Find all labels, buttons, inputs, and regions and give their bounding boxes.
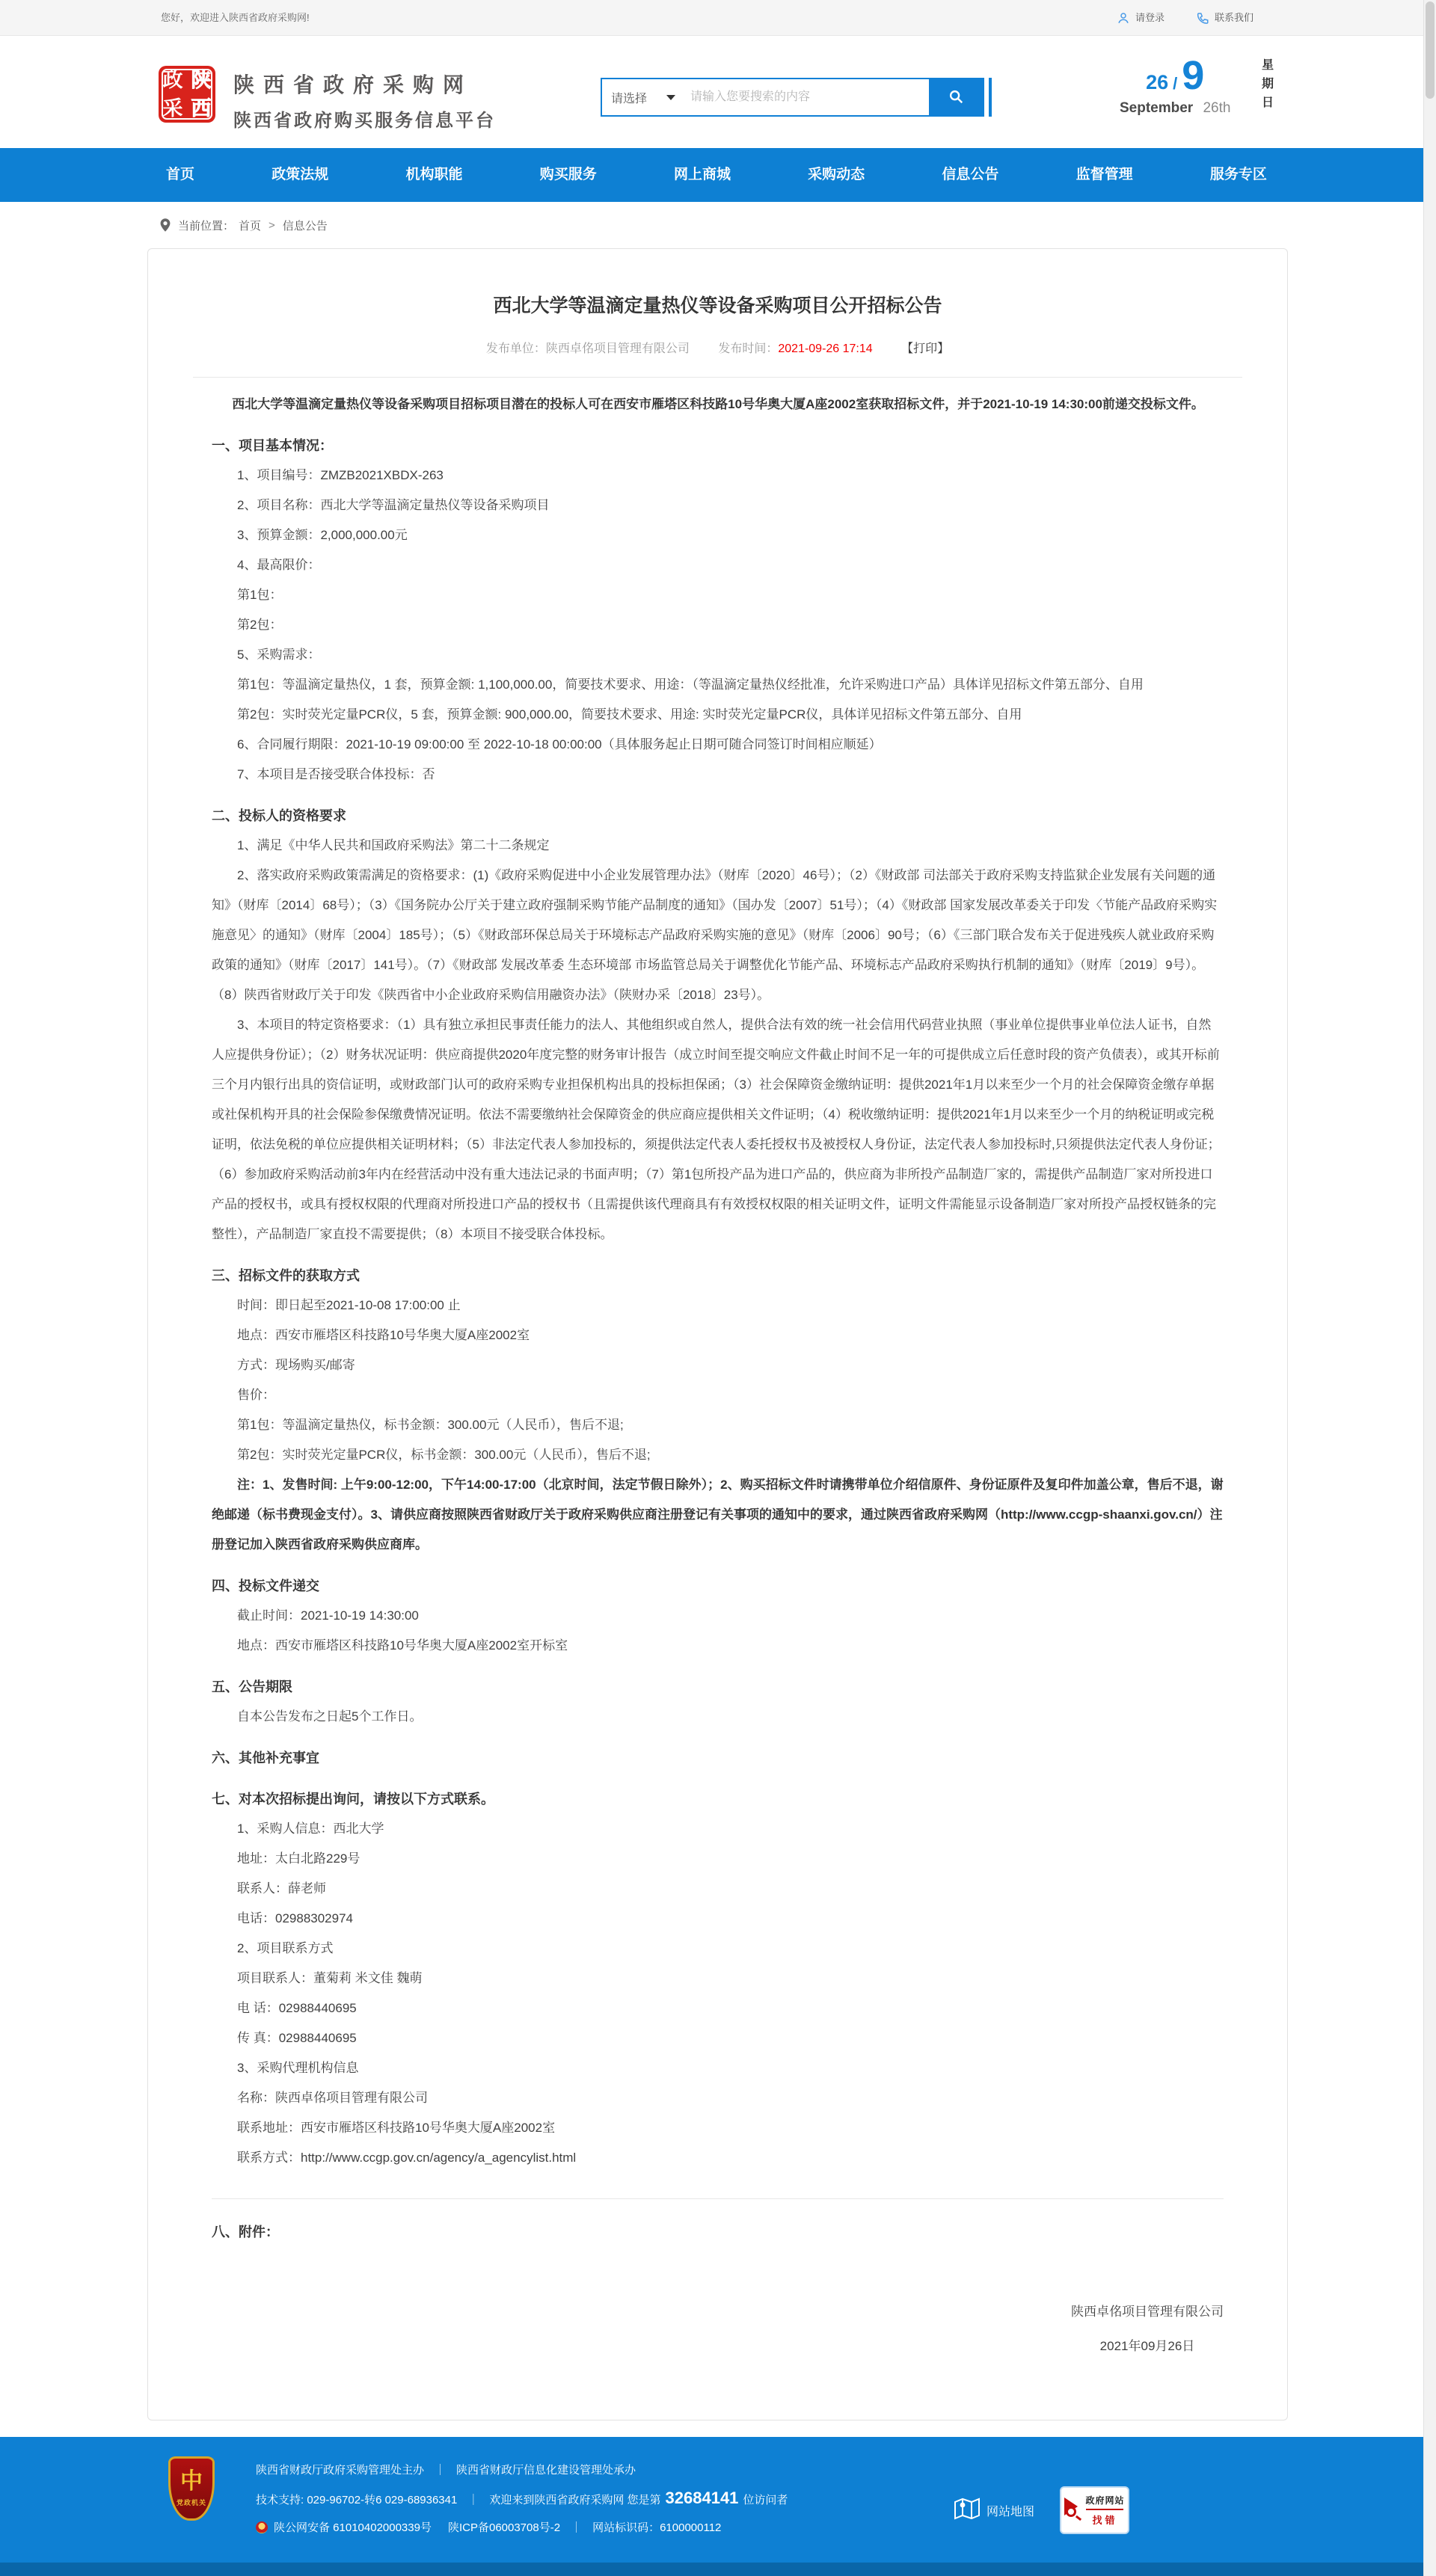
logo-char-tr: 陕 xyxy=(191,68,212,91)
article-paragraph: 联系方式：http://www.ccgp.gov.cn/agency/a_agencylist.html xyxy=(237,2151,577,2165)
section-heading: 四、投标文件递交 xyxy=(212,1579,319,1593)
breadcrumb-current: 信息公告 xyxy=(282,219,328,233)
footer-welcome: 欢迎来到陕西省政府采购网 您是第 xyxy=(489,2494,661,2506)
article-paragraph: 第1包：等温滴定量热仪，1 套，预算金额: 1,100,000.00，简要技术要求、用途：（等温滴定量热仪经批准，允许采购进口产品）具体详见招标文件第五部分、自用 xyxy=(237,677,1144,692)
article-paragraph: 自本公告发布之日起5个工作日。 xyxy=(237,1709,423,1724)
date-month-name: September xyxy=(1120,100,1194,116)
article-paragraph: 第2包： xyxy=(237,618,283,632)
breadcrumb-prefix: 当前位置： xyxy=(178,219,235,233)
article-header xyxy=(193,249,1242,378)
error-badge-line2: 找错 xyxy=(1092,2515,1118,2526)
nav-item-5[interactable]: 采购动态 xyxy=(808,167,865,182)
footer-tech-support: 技术支持: 029-96702-转6 029-68936341 xyxy=(256,2494,458,2506)
article-paragraph: 3、预算金额：2,000,000.00元 xyxy=(237,528,408,542)
article-paragraph: 名称：陕西卓佲项目管理有限公司 xyxy=(237,2091,428,2105)
footer-line-3: 陕公网安备 61010402000339号 陕ICP备06003708号-2 ｜ 网站标识码：6100000112 xyxy=(256,2514,788,2542)
nav-item-2[interactable]: 机构职能 xyxy=(405,167,463,182)
search-accent-bar xyxy=(989,78,992,117)
article-paragraph: 西北大学等温滴定量热仪等设备采购项目招标项目潜在的投标人可在西安市雁塔区科技路10号华奥大厦A座2002室获取招标文件，并于2021-10-19 14:30:00前递交投标文件。 xyxy=(232,397,1204,411)
breadcrumb-separator: > xyxy=(269,218,275,232)
date-ordinal: 26th xyxy=(1203,100,1231,116)
date-day: 26 xyxy=(1146,71,1169,93)
welcome-text: 您好，欢迎进入陕西省政府采购网! xyxy=(161,12,310,23)
article-paragraph: 2、落实政府采购政策需满足的资格要求：(1)《政府采购促进中小企业发展管理办法》（财库〔2020〕46号）；（2）《财政部 司法部关于政府采购支持监狱企业发展有关问题的通知》（财库〔2014〕68号）；（3）《国务院办公厅关于建立政府强制采购节能产品制度的通知》（国办发〔2007〕51号）；（4）《财政部 国家发展改革委关于印发〈节能产品政府采购实施意见〉的通知》（财库〔2004〕185号）；（5）《财政部环保总局关于环境标志产品政府采购实施的意见》（财库〔2006〕90号；（6）《三部门联合发布关于促进残疾人就业政府采购政策的通知》（财库〔2017〕141号）。（7）《财政部 发展改革委 生态环境部 市场监管总局关于调整优化节能产品、环境标志产品政府采购执行机制的通知》（财库〔2019〕9号）。（8）陕西省财政厅关于印发《陕西省中小企业政府采购信用融资办法》（陕财办采〔2018〕23号）。 xyxy=(212,868,1218,1002)
announcement-card xyxy=(147,248,1288,2420)
article-paragraph: 联系人：薛老师 xyxy=(237,1881,326,1896)
sitemap-label: 网站地图 xyxy=(986,2505,1034,2518)
section-heading: 一、项目基本情况： xyxy=(212,438,333,453)
article-paragraph: 第2包：实时荧光定量PCR仪，标书金额：300.00元（人民币），售后不退; xyxy=(237,1448,651,1462)
search-icon xyxy=(948,88,964,107)
publish-time-value: 2021-09-26 17:14 xyxy=(778,342,873,355)
login-link[interactable] xyxy=(1117,0,1165,36)
nav-item-8[interactable]: 服务专区 xyxy=(1209,167,1267,182)
signature-company: 陕西卓佲项目管理有限公司 xyxy=(1071,2305,1224,2319)
article-paragraph: 4、最高限价： xyxy=(237,558,321,572)
topbar xyxy=(0,0,1436,36)
nav-item-4[interactable]: 网上商城 xyxy=(673,167,731,182)
article-paragraph: 5、采购需求： xyxy=(237,648,321,662)
article-paragraph: 6、合同履行期限：2021-10-19 09:00:00 至 2022-10-18 00:00:00（具体服务起止日期可随合同签订时间相应顺延） xyxy=(237,737,882,751)
publish-time-label: 发布时间： xyxy=(718,342,779,355)
footer-line-1: 陕西省财政厅政府采购管理处主办 ｜ 陕西省财政厅信息化建设管理处承办 xyxy=(256,2464,636,2477)
error-report-icon xyxy=(1064,2497,1081,2523)
location-pin-icon xyxy=(147,218,174,232)
section-heading: 二、投标人的资格要求 xyxy=(212,808,346,823)
nav-item-7[interactable]: 监督管理 xyxy=(1076,167,1133,182)
article-paragraph: 1、项目编号：ZMZB2021XBDX-263 xyxy=(237,468,444,482)
sitemap-icon xyxy=(954,2497,980,2524)
date-weekday: 星期日 xyxy=(1259,58,1273,114)
article-paragraph: 时间：即日起至2021-10-08 17:00:00 止 xyxy=(237,1298,461,1312)
article-paragraph: 3、采购代理机构信息 xyxy=(237,2061,359,2075)
site-titles xyxy=(233,69,496,132)
nav-item-0[interactable]: 首页 xyxy=(166,167,195,182)
user-icon xyxy=(1117,11,1130,25)
article-paragraph: 第1包： xyxy=(237,588,283,602)
search-button[interactable] xyxy=(929,79,983,115)
footer-wrap xyxy=(0,2420,1436,2576)
date-month-number: 9 xyxy=(1182,53,1205,98)
section-heading: 七、对本次招标提出询问，请按以下方式联系。 xyxy=(212,1792,494,1807)
search-select-label: 请选择 xyxy=(611,92,648,105)
footer-organizer: 陕西省财政厅政府采购管理处主办 xyxy=(256,2464,425,2477)
article-paragraph: 地点：西安市雁塔区科技路10号华奥大厦A座2002室开标室 xyxy=(237,1638,568,1653)
article-paragraph: 1、满足《中华人民共和国政府采购法》第二十二条规定 xyxy=(237,838,550,852)
article-signature xyxy=(212,2295,1224,2364)
article-paragraph: 传 真：02988440695 xyxy=(237,2031,357,2045)
footer-site-code: 网站标识码：6100000112 xyxy=(592,2521,722,2534)
section-heading: 八、附件： xyxy=(212,2225,279,2240)
search-area xyxy=(601,78,992,117)
article-paragraph: 售价： xyxy=(237,1388,275,1402)
article-paragraph: 联系地址：西安市雁塔区科技路10号华奥大厦A座2002室 xyxy=(237,2121,556,2135)
site-name: 陕西省政府采购网 xyxy=(233,73,473,96)
search-input[interactable] xyxy=(686,79,929,115)
logo-char-br: 西 xyxy=(191,96,212,120)
footer-text xyxy=(256,2456,788,2542)
article-paragraph: 电 话：02988440695 xyxy=(237,2001,357,2015)
article-body xyxy=(212,378,1224,2247)
article-paragraph: 地点：西安市雁塔区科技路10号华奥大厦A座2002室 xyxy=(237,1328,530,1342)
nav-item-3[interactable]: 购买服务 xyxy=(539,167,597,182)
site-header xyxy=(0,36,1436,148)
footer-visitor-suffix: 位访问者 xyxy=(743,2494,788,2506)
breadcrumb xyxy=(0,202,1436,248)
article-paragraph: 2、项目联系方式 xyxy=(237,1941,334,1955)
nav-item-1[interactable]: 政策法规 xyxy=(271,167,329,182)
breadcrumb-home[interactable]: 首页 xyxy=(239,219,262,233)
section-divider xyxy=(212,2198,1224,2199)
site-subtitle: 陕西省政府购买服务信息平台 xyxy=(233,111,496,131)
chevron-down-icon xyxy=(666,95,675,100)
article-paragraph: 项目联系人：董菊莉 米文佳 魏萌 xyxy=(237,1971,423,1985)
publisher-label: 发布单位： xyxy=(485,342,546,355)
article-meta xyxy=(193,339,1242,356)
contact-link[interactable] xyxy=(1196,0,1254,36)
party-gov-emblem-icon xyxy=(168,2456,215,2521)
footer-beian-1[interactable]: 陕公网安备 61010402000339号 xyxy=(274,2521,432,2534)
article-paragraph: 3、本项目的特定资格要求：（1）具有独立承担民事责任能力的法人、其他组织或自然人，提供合法有效的统一社会信用代码营业执照（事业单位提供事业单位法人证书，自然人应提供身份证）；（2）财务状况证明：供应商提供2020年度完整的财务审计报告（成立时间至提交响应文件截止时间不足一年的可提供成立后任意时段的资产负债表），或其开标前三个月内银行出具的资信证明，或财政部门认可的政府采购专业担保机构出具的投标担保函；（3）社会保障资金缴纳证明：提供2021年1月以来至少一个月的社会保障资金缴存单据或社保机构开具的社会保险参保缴费情况证明。依法不需要缴纳社会保障资金的供应商应提供相关文件证明；（4）税收缴纳证明：提供2021年1月以来至少一个月的纳税证明或完税证明，依法免税的单位应提供相关证明材料；（5）非法定代表人参加投标的，须提供法定代表人委托授权书及被授权人身份证，法定代表人参加投标时,只须提供法定代表人身份证；（6）参加政府采购活动前3年内在经营活动中没有重大违法记录的书面声明；（7）第1包所投产品为进口产品的，供应商为非所投产品制造厂家的，需提供产品制造厂家对所投进口产品的授权书，或具有授权权限的代理商对所投进口产品的授权书（且需提供该代理商具有有效授权权限的相关证明文件，证明文件需能显示设备制造厂家对所投产品授权链条的完整性），产品制造厂家直投不需要提供；（8）本项目不接受联合体投标。 xyxy=(212,1018,1221,1241)
page-title: 西北大学等温滴定量热仪等设备采购项目公开招标公告 xyxy=(493,295,942,316)
visitor-count: 32684141 xyxy=(665,2489,739,2507)
logo-char-tl: 政 xyxy=(162,68,183,91)
login-label: 请登录 xyxy=(1135,12,1165,23)
main-nav xyxy=(147,148,1288,202)
section-heading: 五、公告期限 xyxy=(212,1679,292,1694)
date-slash: / xyxy=(1173,74,1178,93)
logo-char-bl: 采 xyxy=(162,96,183,120)
article-paragraph: 注：1、发售时间: 上午9:00-12:00，下午14:00-17:00（北京时间，法定节假日除外）；2、购买招标文件时请携带单位介绍信原件、身份证原件及复印件加盖公章，售后不退，谢绝邮递（标书费现金支付）。3、请供应商按照陕西省财政厅关于政府采购供应商注册登记有关事项的通知中的要求，通过陕西省政府采购网（http://www.ccgp-shaanxi.gov.cn/）注册登记加入陕西省政府采购供应商库。 xyxy=(212,1478,1224,1552)
article-paragraph: 第2包：实时荧光定量PCR仪，5 套，预算金额: 900,000.00，简要技术要求、用途: 实时荧光定量PCR仪，具体详见招标文件第五部分、自用 xyxy=(237,707,1022,722)
scrollbar-thumb[interactable] xyxy=(1426,1,1435,99)
footer-undertaker: 陕西省财政厅信息化建设管理处承办 xyxy=(456,2464,636,2477)
site-footer xyxy=(0,2437,1436,2563)
site-logo[interactable] xyxy=(159,66,215,123)
footer-bottom-strip xyxy=(0,2563,1436,2576)
article-paragraph: 截止时间：2021-10-19 14:30:00 xyxy=(237,1608,419,1623)
emblem-label: 党政机关 xyxy=(176,2498,206,2506)
phone-icon xyxy=(1196,11,1209,25)
scrollbar[interactable] xyxy=(1423,0,1436,2576)
print-button[interactable]: 【打印】 xyxy=(901,342,950,355)
footer-line-2: 技术支持: 029-96702-转6 029-68936341 ｜ 欢迎来到陕西省政府采购网 您是第 32684141 位访问者 xyxy=(256,2489,788,2507)
article-paragraph: 1、采购人信息：西北大学 xyxy=(237,1822,384,1836)
gov-site-error-report-badge[interactable] xyxy=(1060,2486,1129,2534)
nav-item-6[interactable]: 信息公告 xyxy=(942,167,999,182)
section-heading: 六、其他补充事宜 xyxy=(212,1750,319,1765)
article-paragraph: 地址：太白北路229号 xyxy=(237,1851,360,1866)
article-paragraph: 电话：02988302974 xyxy=(237,1911,354,1925)
signature-date: 2021年09月26日 xyxy=(1099,2339,1195,2353)
article-paragraph: 7、本项目是否接受联合体投标：否 xyxy=(237,767,435,781)
date-widget xyxy=(1120,55,1309,117)
error-badge-line1: 政府网站 xyxy=(1085,2495,1125,2506)
footer-beian-2[interactable]: 陕ICP备06003708号-2 xyxy=(447,2521,561,2534)
publisher-value: 陕西卓佲项目管理有限公司 xyxy=(545,342,690,355)
article-paragraph: 方式：现场购买/邮寄 xyxy=(237,1358,355,1372)
article-paragraph: 第1包：等温滴定量热仪，标书金额：300.00元（人民币），售后不退; xyxy=(237,1418,624,1432)
main-nav-bar xyxy=(0,148,1436,202)
contact-label: 联系我们 xyxy=(1214,12,1254,23)
article-paragraph: 2、项目名称：西北大学等温滴定量热仪等设备采购项目 xyxy=(237,498,550,512)
emblem-glyph: 中 xyxy=(180,2468,203,2494)
police-badge-icon xyxy=(256,2521,268,2533)
sitemap-link[interactable] xyxy=(954,2497,1034,2524)
search-category-select[interactable] xyxy=(602,79,686,115)
section-heading: 三、招标文件的获取方式 xyxy=(212,1268,360,1283)
